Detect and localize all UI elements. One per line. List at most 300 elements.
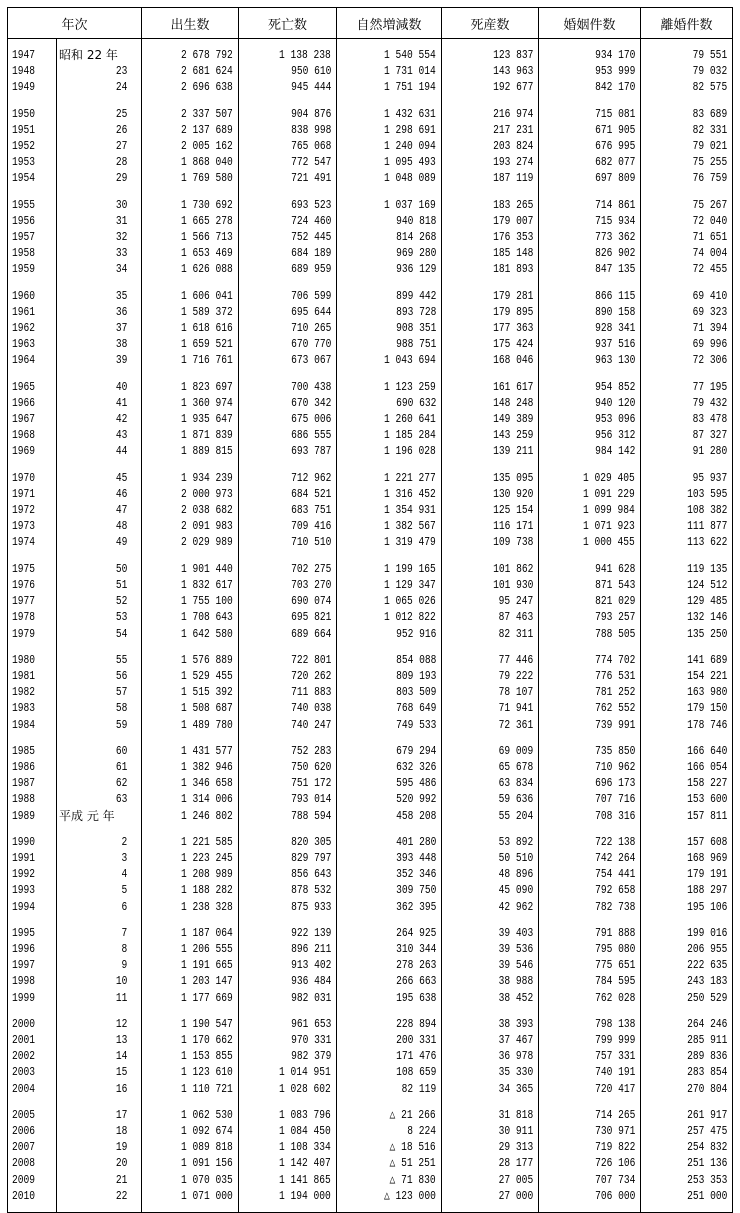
- births-value: 1 092 674: [181, 1123, 234, 1138]
- births-cell: [142, 96, 239, 122]
- natural-change-value: 520 992: [395, 792, 437, 807]
- births-value: 1 187 064: [181, 925, 234, 940]
- divorces-value: 289 836: [686, 1049, 728, 1064]
- year-cell: [8, 304, 57, 320]
- natural-change-value: 908 351: [395, 321, 437, 336]
- era-year-cell: [57, 957, 142, 973]
- births-value: 1 769 580: [181, 171, 234, 186]
- year-cell: [8, 1155, 57, 1171]
- year-cell: [8, 534, 57, 550]
- marriages-cell: [539, 577, 641, 593]
- divorces-value: 285 911: [686, 1032, 728, 1047]
- marriages-cell: [539, 1006, 641, 1032]
- divorces-value: 188 297: [686, 883, 728, 898]
- divorces-cell: [641, 808, 733, 824]
- deaths-value: 1 194 000: [279, 1188, 332, 1203]
- divorces-cell: [641, 882, 733, 898]
- marriages-cell: [539, 899, 641, 915]
- stillbirths-cell: [442, 626, 539, 642]
- stillbirths-value: 50 510: [498, 850, 534, 865]
- era-year-cell: [57, 460, 142, 486]
- divorces-cell: [641, 759, 733, 775]
- marriages-value: 937 516: [594, 337, 636, 352]
- births-cell: [142, 1081, 239, 1097]
- era-year-value: 61: [115, 759, 128, 774]
- divorces-value: 108 382: [686, 503, 728, 518]
- marriages-value: 826 902: [594, 246, 636, 261]
- stillbirths-cell: [442, 733, 539, 759]
- year-cell: [8, 775, 57, 791]
- divorces-value: 158 227: [686, 776, 728, 791]
- natural-change-cell: [337, 122, 442, 138]
- table-row: [8, 899, 733, 915]
- year-cell: [8, 733, 57, 759]
- divorces-value: 168 969: [686, 850, 728, 865]
- natural-change-cell: [337, 336, 442, 352]
- deaths-cell: [239, 154, 337, 170]
- births-value: 1 889 815: [181, 444, 234, 459]
- births-value: 1 314 006: [181, 792, 234, 807]
- stillbirths-cell: [442, 534, 539, 550]
- stillbirths-cell: [442, 79, 539, 95]
- table-row: [8, 717, 733, 733]
- births-value: 2 000 973: [181, 486, 234, 501]
- births-cell: [142, 187, 239, 213]
- births-value: 1 606 041: [181, 288, 234, 303]
- table-row: [8, 122, 733, 138]
- natural-change-value: 1 043 694: [384, 353, 437, 368]
- natural-change-cell: [337, 882, 442, 898]
- table-row: [8, 1048, 733, 1064]
- year-cell: [8, 460, 57, 486]
- stillbirths-cell: [442, 915, 539, 941]
- marriages-value: 714 861: [594, 197, 636, 212]
- year-cell: [8, 850, 57, 866]
- year-value: 2003: [12, 1065, 36, 1080]
- table-row: [8, 304, 733, 320]
- era-year-value: 23: [115, 64, 128, 79]
- deaths-value: 904 876: [290, 106, 332, 121]
- divorces-value: 243 183: [686, 974, 728, 989]
- year-value: 1950: [12, 106, 36, 121]
- natural-change-value: 814 268: [395, 230, 437, 245]
- era-year-cell: [57, 808, 142, 824]
- era-year-cell: [57, 609, 142, 625]
- divorces-cell: [641, 1188, 733, 1213]
- births-value: 2 678 792: [181, 48, 234, 62]
- marriages-value: 1 071 923: [583, 519, 636, 534]
- natural-change-value: △ 18 516: [389, 1140, 437, 1155]
- deaths-value: 788 594: [290, 808, 332, 823]
- table-row: [8, 261, 733, 277]
- stillbirths-cell: [442, 899, 539, 915]
- table-row: [8, 395, 733, 411]
- marriages-value: 762 552: [594, 701, 636, 716]
- header-row: [8, 8, 733, 39]
- births-cell: [142, 941, 239, 957]
- deaths-cell: [239, 957, 337, 973]
- births-cell: [142, 411, 239, 427]
- marriages-value: 784 595: [594, 974, 636, 989]
- deaths-cell: [239, 941, 337, 957]
- natural-change-value: 679 294: [395, 743, 437, 758]
- deaths-value: 683 751: [290, 503, 332, 518]
- births-cell: [142, 609, 239, 625]
- deaths-value: 945 444: [290, 80, 332, 95]
- year-cell: [8, 63, 57, 79]
- divorces-cell: [641, 609, 733, 625]
- stillbirths-cell: [442, 1097, 539, 1123]
- year-value: 1993: [12, 883, 36, 898]
- deaths-cell: [239, 320, 337, 336]
- era-year-value: 16: [115, 1081, 128, 1096]
- births-value: 1 062 530: [181, 1107, 234, 1122]
- births-cell: [142, 229, 239, 245]
- year-cell: [8, 990, 57, 1006]
- stillbirths-cell: [442, 577, 539, 593]
- year-cell: [8, 213, 57, 229]
- divorces-value: 83 478: [692, 412, 728, 427]
- marriages-cell: [539, 369, 641, 395]
- divorces-value: 179 191: [686, 867, 728, 882]
- natural-change-value: 1 185 284: [384, 428, 437, 443]
- era-year-cell: [57, 1064, 142, 1080]
- era-year-cell: [57, 518, 142, 534]
- year-cell: [8, 1172, 57, 1188]
- natural-change-cell: [337, 973, 442, 989]
- natural-change-value: 171 476: [395, 1049, 437, 1064]
- marriages-cell: [539, 1032, 641, 1048]
- marriages-value: 715 081: [594, 106, 636, 121]
- natural-change-value: 108 659: [395, 1065, 437, 1080]
- marriages-value: 1 000 455: [583, 535, 636, 550]
- births-value: 2 137 689: [181, 122, 234, 137]
- era-year-cell: [57, 1006, 142, 1032]
- stillbirths-cell: [442, 775, 539, 791]
- marriages-cell: [539, 1172, 641, 1188]
- births-cell: [142, 352, 239, 368]
- natural-change-value: 940 818: [395, 213, 437, 228]
- births-cell: [142, 551, 239, 577]
- births-value: 1 206 555: [181, 941, 234, 956]
- deaths-value: 1 108 334: [279, 1140, 332, 1155]
- stillbirths-cell: [442, 1032, 539, 1048]
- natural-change-value: 266 663: [395, 974, 437, 989]
- natural-change-cell: [337, 411, 442, 427]
- table-row: [8, 609, 733, 625]
- era-year-cell: [57, 915, 142, 941]
- births-value: 1 071 000: [181, 1188, 234, 1203]
- deaths-value: 740 247: [290, 717, 332, 732]
- divorces-value: 178 746: [686, 717, 728, 732]
- births-cell: [142, 63, 239, 79]
- marriages-cell: [539, 609, 641, 625]
- deaths-value: 936 484: [290, 974, 332, 989]
- deaths-cell: [239, 63, 337, 79]
- marriages-cell: [539, 941, 641, 957]
- stillbirths-value: 217 231: [492, 122, 534, 137]
- deaths-cell: [239, 96, 337, 122]
- marriages-value: 1 091 229: [583, 486, 636, 501]
- marriages-cell: [539, 502, 641, 518]
- deaths-cell: [239, 229, 337, 245]
- natural-change-value: 393 448: [395, 850, 437, 865]
- year-cell: [8, 39, 57, 64]
- divorces-value: 251 136: [686, 1156, 728, 1171]
- year-value: 1970: [12, 470, 36, 485]
- year-value: 1949: [12, 80, 36, 95]
- births-value: 1 089 818: [181, 1140, 234, 1155]
- divorces-value: 113 622: [686, 535, 728, 550]
- natural-change-cell: [337, 866, 442, 882]
- table-row: [8, 990, 733, 1006]
- births-value: 2 091 983: [181, 519, 234, 534]
- natural-change-value: 1 751 194: [384, 80, 437, 95]
- era-year-cell: [57, 138, 142, 154]
- divorces-value: 179 150: [686, 701, 728, 716]
- year-value: 1995: [12, 925, 36, 940]
- deaths-cell: [239, 278, 337, 304]
- births-cell: [142, 502, 239, 518]
- births-cell: [142, 1097, 239, 1123]
- stillbirths-cell: [442, 213, 539, 229]
- era-year-value: 12: [115, 1016, 128, 1031]
- divorces-cell: [641, 684, 733, 700]
- deaths-value: 720 262: [290, 668, 332, 683]
- marriages-value: 791 888: [594, 925, 636, 940]
- era-year-cell: [57, 502, 142, 518]
- marriages-cell: [539, 63, 641, 79]
- births-cell: [142, 775, 239, 791]
- era-year-value: 平成 元 年: [59, 808, 115, 823]
- stillbirths-cell: [442, 824, 539, 850]
- marriages-cell: [539, 411, 641, 427]
- marriages-cell: [539, 79, 641, 95]
- divorces-cell: [641, 957, 733, 973]
- stillbirths-value: 168 046: [492, 353, 534, 368]
- table-row: [8, 700, 733, 716]
- natural-change-cell: [337, 626, 442, 642]
- births-cell: [142, 138, 239, 154]
- year-cell: [8, 502, 57, 518]
- stillbirths-cell: [442, 684, 539, 700]
- births-value: 1 203 147: [181, 974, 234, 989]
- year-cell: [8, 668, 57, 684]
- era-year-value: 5: [121, 883, 128, 898]
- divorces-value: 264 246: [686, 1016, 728, 1031]
- year-cell: [8, 684, 57, 700]
- table-row: [8, 154, 733, 170]
- marriages-cell: [539, 261, 641, 277]
- deaths-value: 838 998: [290, 122, 332, 137]
- marriages-cell: [539, 352, 641, 368]
- year-value: 1989: [12, 808, 36, 823]
- marriages-cell: [539, 320, 641, 336]
- year-value: 1978: [12, 610, 36, 625]
- marriages-value: 706 000: [594, 1188, 636, 1203]
- vital-statistics-table: [7, 7, 733, 1213]
- stillbirths-cell: [442, 39, 539, 64]
- table-row: [8, 96, 733, 122]
- era-year-value: 31: [115, 213, 128, 228]
- stillbirths-cell: [442, 138, 539, 154]
- natural-change-value: 264 925: [395, 925, 437, 940]
- stillbirths-cell: [442, 1188, 539, 1213]
- stillbirths-value: 183 265: [492, 197, 534, 212]
- natural-change-cell: [337, 502, 442, 518]
- year-value: 2002: [12, 1049, 36, 1064]
- era-year-cell: [57, 278, 142, 304]
- births-value: 1 382 946: [181, 759, 234, 774]
- era-year-cell: [57, 717, 142, 733]
- marriages-value: 707 716: [594, 792, 636, 807]
- year-cell: [8, 1064, 57, 1080]
- stillbirths-cell: [442, 278, 539, 304]
- table-row: [8, 759, 733, 775]
- births-cell: [142, 791, 239, 807]
- deaths-cell: [239, 609, 337, 625]
- divorces-cell: [641, 899, 733, 915]
- marriages-value: 954 852: [594, 379, 636, 394]
- year-value: 1981: [12, 668, 36, 683]
- year-value: 2010: [12, 1188, 36, 1203]
- natural-change-value: 1 129 347: [384, 577, 437, 592]
- era-year-value: 57: [115, 685, 128, 700]
- natural-change-cell: [337, 534, 442, 550]
- marriages-value: 726 106: [594, 1156, 636, 1171]
- births-value: 2 005 162: [181, 139, 234, 154]
- table-row: [8, 1123, 733, 1139]
- marriages-value: 866 115: [594, 288, 636, 303]
- births-cell: [142, 304, 239, 320]
- table-row: [8, 1188, 733, 1213]
- era-year-cell: [57, 229, 142, 245]
- births-cell: [142, 395, 239, 411]
- births-value: 1 190 547: [181, 1016, 234, 1031]
- births-cell: [142, 759, 239, 775]
- marriages-cell: [539, 1064, 641, 1080]
- natural-change-value: △ 21 266: [389, 1107, 437, 1122]
- deaths-cell: [239, 187, 337, 213]
- marriages-value: 984 142: [594, 444, 636, 459]
- marriages-value: 708 316: [594, 808, 636, 823]
- stillbirths-value: 148 248: [492, 395, 534, 410]
- table-row: [8, 915, 733, 941]
- era-year-cell: [57, 427, 142, 443]
- divorces-value: 253 353: [686, 1172, 728, 1187]
- year-cell: [8, 395, 57, 411]
- year-cell: [8, 443, 57, 459]
- divorces-value: 157 608: [686, 834, 728, 849]
- births-value: 1 868 040: [181, 155, 234, 170]
- births-cell: [142, 1139, 239, 1155]
- marriages-cell: [539, 1155, 641, 1171]
- marriages-cell: [539, 427, 641, 443]
- deaths-value: 878 532: [290, 883, 332, 898]
- stillbirths-cell: [442, 808, 539, 824]
- stillbirths-value: 53 892: [498, 834, 534, 849]
- natural-change-value: 309 750: [395, 883, 437, 898]
- stillbirths-value: 39 536: [498, 941, 534, 956]
- year-value: 1996: [12, 941, 36, 956]
- births-cell: [142, 245, 239, 261]
- stillbirths-value: 179 281: [492, 288, 534, 303]
- divorces-cell: [641, 486, 733, 502]
- stillbirths-value: 193 274: [492, 155, 534, 170]
- marriages-value: 710 962: [594, 759, 636, 774]
- stillbirths-value: 38 988: [498, 974, 534, 989]
- divorces-cell: [641, 577, 733, 593]
- era-year-value: 26: [115, 122, 128, 137]
- marriages-value: 720 417: [594, 1081, 636, 1096]
- era-year-value: 15: [115, 1065, 128, 1080]
- divorces-cell: [641, 63, 733, 79]
- natural-change-cell: [337, 609, 442, 625]
- deaths-cell: [239, 791, 337, 807]
- marriages-cell: [539, 534, 641, 550]
- marriages-value: 719 822: [594, 1140, 636, 1155]
- natural-change-value: 595 486: [395, 776, 437, 791]
- stillbirths-value: 149 389: [492, 412, 534, 427]
- deaths-cell: [239, 79, 337, 95]
- natural-change-value: 310 344: [395, 941, 437, 956]
- stillbirths-value: 79 222: [498, 668, 534, 683]
- stillbirths-cell: [442, 850, 539, 866]
- era-year-cell: [57, 899, 142, 915]
- marriages-value: 782 738: [594, 899, 636, 914]
- year-value: 1977: [12, 594, 36, 609]
- marriages-cell: [539, 336, 641, 352]
- divorces-value: 74 004: [692, 246, 728, 261]
- divorces-value: 132 146: [686, 610, 728, 625]
- births-cell: [142, 427, 239, 443]
- births-cell: [142, 593, 239, 609]
- natural-change-value: 969 280: [395, 246, 437, 261]
- era-year-cell: [57, 684, 142, 700]
- stillbirths-cell: [442, 122, 539, 138]
- deaths-cell: [239, 668, 337, 684]
- natural-change-cell: [337, 850, 442, 866]
- era-year-value: 38: [115, 337, 128, 352]
- stillbirths-value: 42 962: [498, 899, 534, 914]
- year-cell: [8, 352, 57, 368]
- era-year-value: 30: [115, 197, 128, 212]
- divorces-cell: [641, 395, 733, 411]
- divorces-value: 91 280: [692, 444, 728, 459]
- marriages-cell: [539, 170, 641, 186]
- era-year-cell: [57, 395, 142, 411]
- year-cell: [8, 642, 57, 668]
- divorces-cell: [641, 460, 733, 486]
- divorces-value: 71 651: [692, 230, 728, 245]
- deaths-cell: [239, 411, 337, 427]
- deaths-cell: [239, 593, 337, 609]
- divorces-value: 153 600: [686, 792, 728, 807]
- deaths-value: 922 139: [290, 925, 332, 940]
- stillbirths-cell: [442, 941, 539, 957]
- natural-change-value: 200 331: [395, 1032, 437, 1047]
- marriages-cell: [539, 187, 641, 213]
- era-year-value: 25: [115, 106, 128, 121]
- deaths-value: 1 084 450: [279, 1123, 332, 1138]
- deaths-value: 793 014: [290, 792, 332, 807]
- divorces-value: 83 689: [692, 106, 728, 121]
- natural-change-value: 749 533: [395, 717, 437, 732]
- year-value: 1969: [12, 444, 36, 459]
- divorces-cell: [641, 443, 733, 459]
- era-year-cell: [57, 759, 142, 775]
- marriages-value: 928 341: [594, 321, 636, 336]
